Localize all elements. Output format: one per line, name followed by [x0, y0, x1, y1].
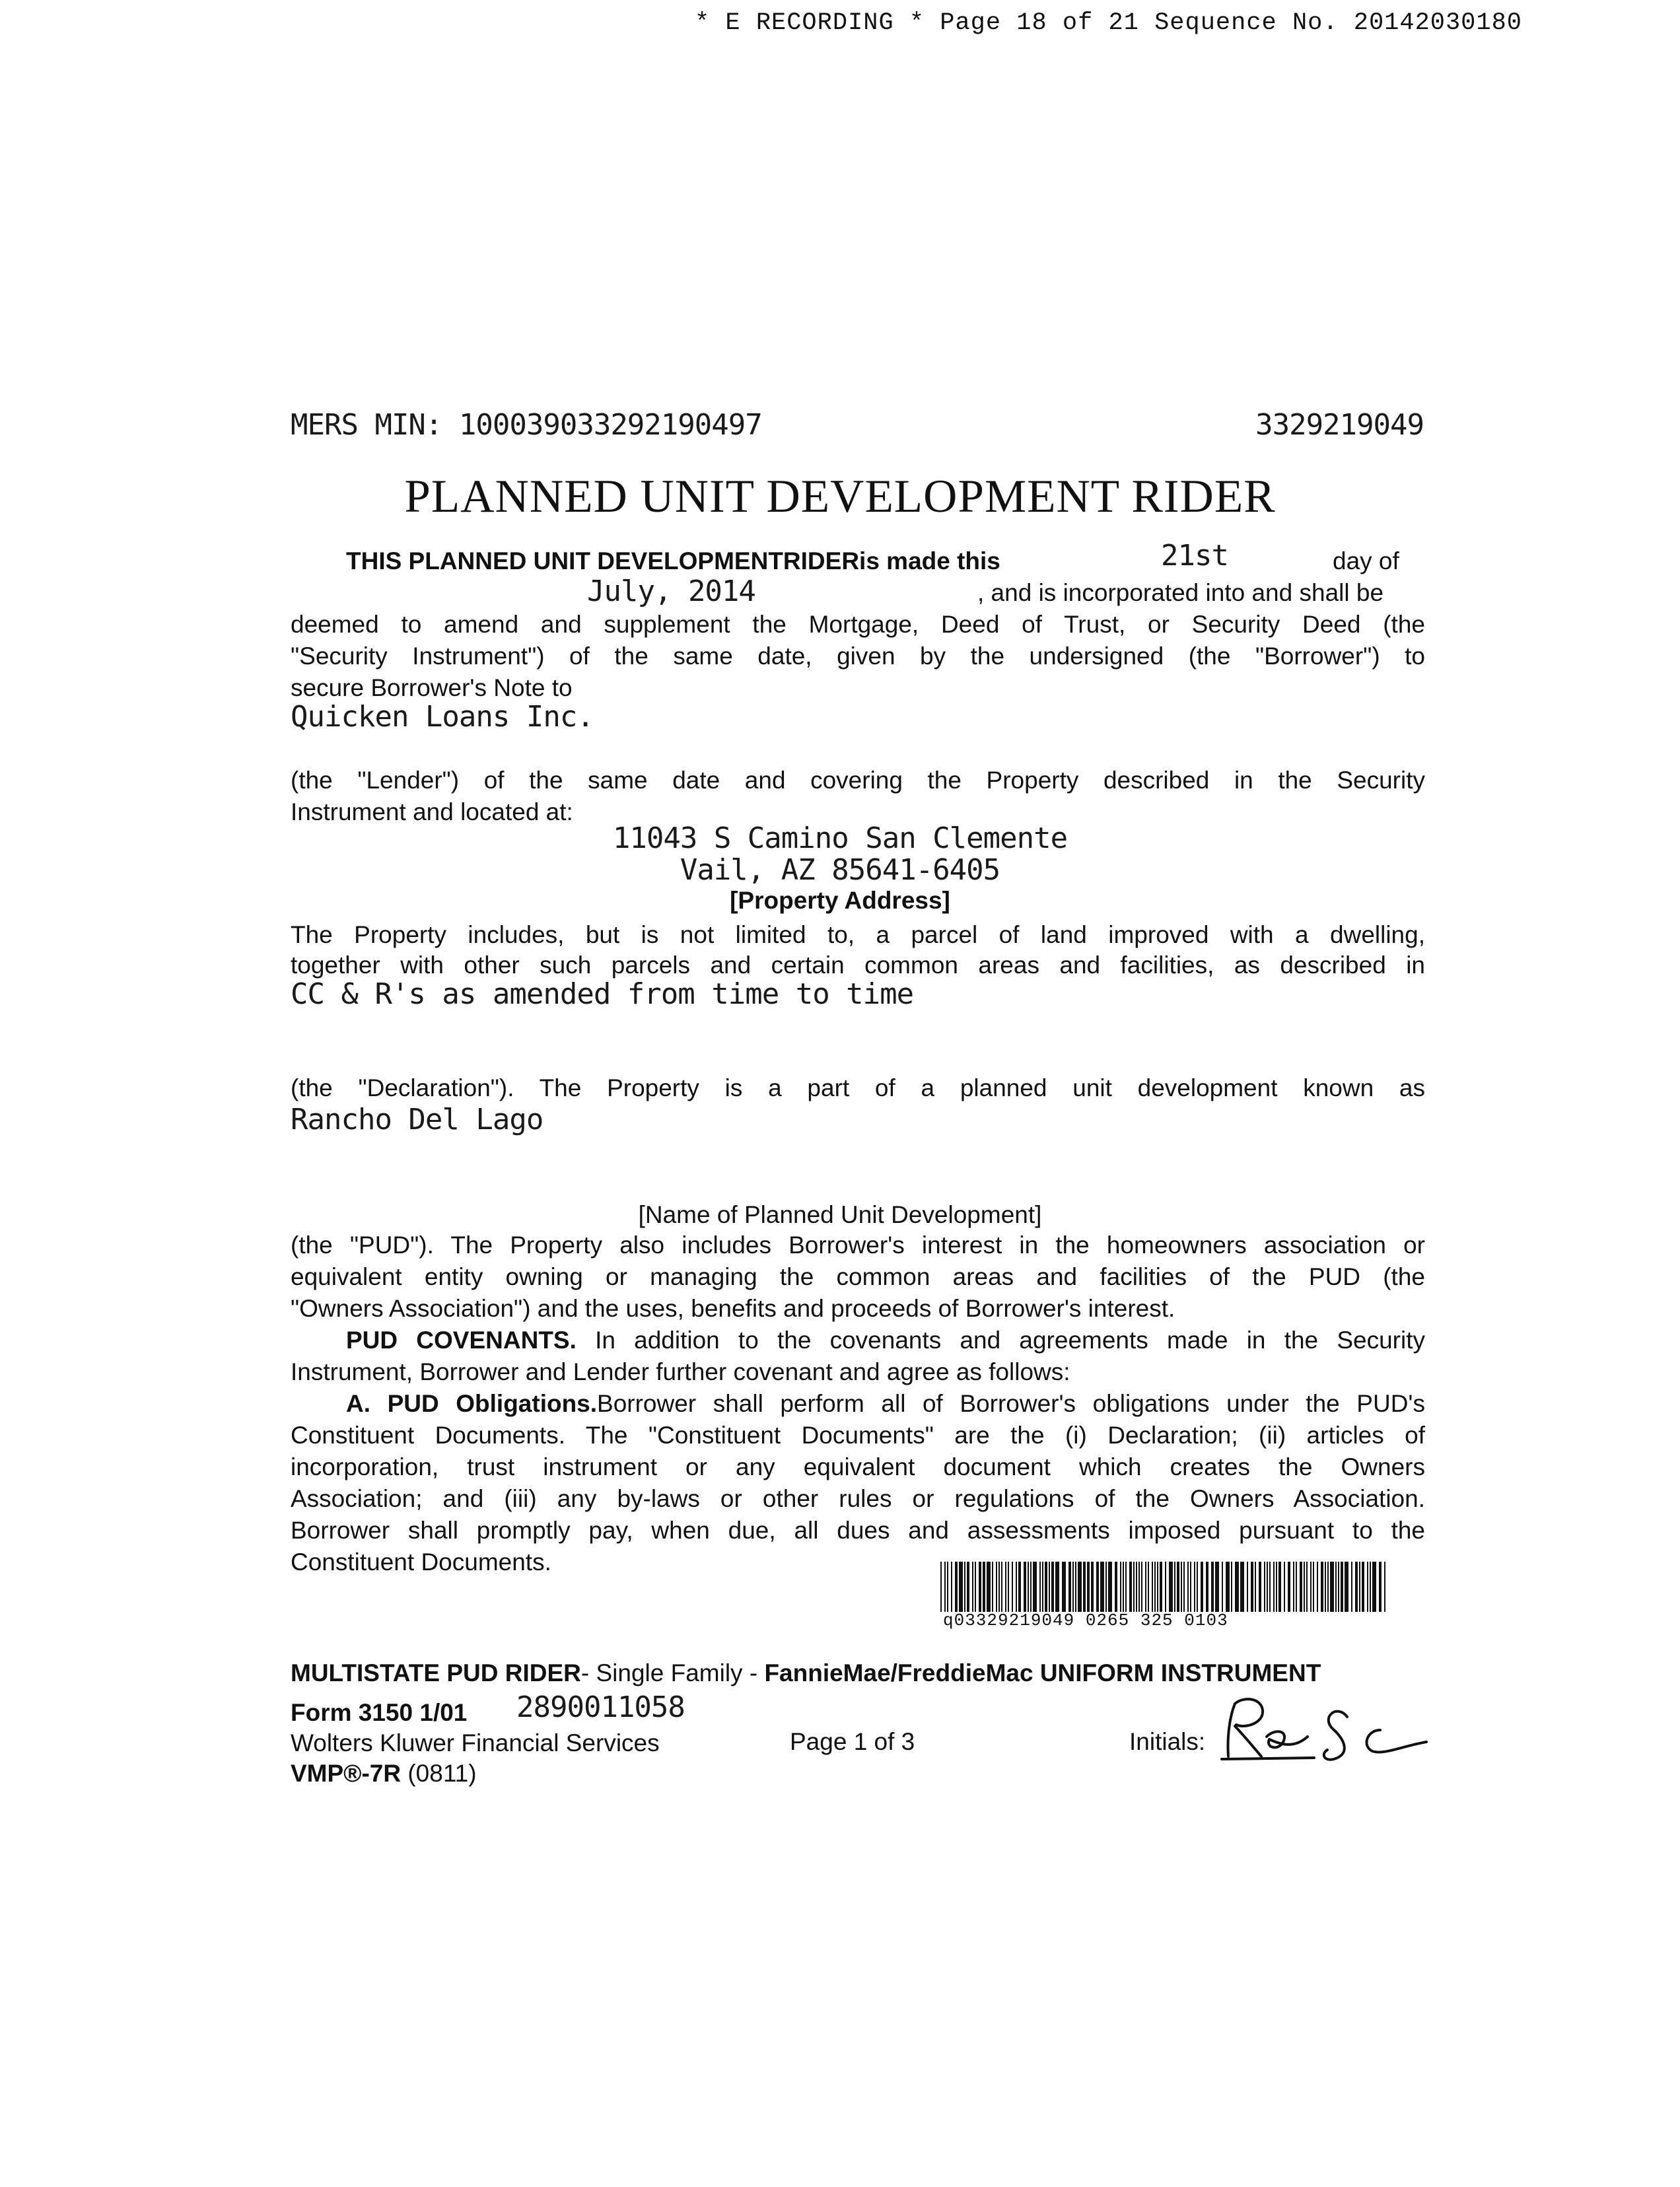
- barcode-bar: [1206, 1562, 1208, 1612]
- barcode-bar: [1327, 1562, 1329, 1612]
- pud-line-1: (the "PUD"). The Property also includes Borrower's interest in the homeowners association or: [291, 1232, 1425, 1259]
- barcode-bar: [1068, 1562, 1071, 1612]
- barcode-bar: [1338, 1562, 1339, 1612]
- barcode-bar: [1317, 1562, 1318, 1612]
- barcode-bar: [1251, 1562, 1253, 1612]
- barcode-bar: [1351, 1562, 1352, 1612]
- covenants-text: In addition to the covenants and agreements made in the Security: [576, 1327, 1425, 1354]
- barcode-bar: [1278, 1562, 1281, 1612]
- property-address-line1: 11043 S Camino San Clemente: [612, 821, 1068, 855]
- pud-line-2: equivalent entity owning or managing the common areas and facilities of the PUD (the: [291, 1263, 1425, 1290]
- barcode-bar: [1181, 1562, 1182, 1612]
- barcode-bar: [1194, 1562, 1195, 1612]
- barcode-bar: [987, 1562, 991, 1612]
- barcode-bar: [1091, 1562, 1094, 1612]
- barcode-bar: [1174, 1562, 1175, 1612]
- barcode-bar: [1115, 1562, 1117, 1612]
- declaration-line: (the "Declaration"). The Property is a part of a planned unit development known as: [291, 1074, 1425, 1101]
- barcode-bar: [1201, 1562, 1203, 1612]
- barcode-bar: [1359, 1562, 1360, 1612]
- barcode-bar: [967, 1562, 969, 1612]
- barcode-bar: [1222, 1562, 1223, 1612]
- barcode-bar: [1087, 1562, 1090, 1612]
- barcode-bar: [1284, 1562, 1285, 1612]
- footer-title-instrument: FannieMae/FreddieMac UNIFORM INSTRUMENT: [764, 1659, 1321, 1686]
- barcode-bar: [1165, 1562, 1166, 1612]
- barcode-bar: [1226, 1562, 1230, 1612]
- barcode-bar: [1313, 1562, 1314, 1612]
- barcode-bar: [1273, 1562, 1275, 1612]
- barcode-bar: [1293, 1562, 1294, 1612]
- mers-min: MERS MIN: 100039033292190497: [291, 408, 762, 442]
- barcode-bar: [1016, 1562, 1017, 1612]
- intro-line-3: deemed to amend and supplement the Mortgage, Deed of Trust, or Security Deed (the: [291, 611, 1425, 638]
- barcode-bar: [1141, 1562, 1142, 1612]
- barcode-bar: [1362, 1562, 1364, 1612]
- barcode-bar: [1197, 1562, 1198, 1612]
- barcode-text: q03329219049 0265 325 0103: [943, 1611, 1228, 1630]
- form-label: Form 3150 1/01: [291, 1699, 468, 1726]
- barcode-bar: [1325, 1562, 1326, 1612]
- barcode-bar: [955, 1562, 958, 1612]
- covenants-line-1: [346, 1325, 1425, 1356]
- section-a-line-6: Constituent Documents.: [291, 1548, 551, 1576]
- initials-signature: [1215, 1690, 1440, 1770]
- barcode-bar: [959, 1562, 963, 1612]
- intro-line-1: THIS PLANNED UNIT DEVELOPMENTRIDERis made this: [346, 547, 1000, 574]
- barcode-bar: [1235, 1562, 1239, 1612]
- barcode-bar: [983, 1562, 985, 1612]
- barcode-bar: [1355, 1562, 1358, 1612]
- barcode-bar: [1372, 1562, 1376, 1612]
- page-indicator: Page 1 of 3: [790, 1728, 915, 1755]
- barcode-bar: [1039, 1562, 1041, 1612]
- barcode-bar: [996, 1562, 997, 1612]
- vmp-code: [291, 1758, 477, 1789]
- barcode-bar: [944, 1562, 946, 1612]
- barcode-bar: [1078, 1562, 1082, 1612]
- initials-label: Initials:: [1129, 1728, 1206, 1755]
- month-year-value: July, 2014: [587, 574, 755, 608]
- barcode-bar: [972, 1562, 973, 1612]
- barcode-bar: [1083, 1562, 1086, 1612]
- section-a-line-2: Constituent Documents. The "Constituent Documents" are the (i) Declaration; (ii) articles of: [291, 1422, 1425, 1449]
- barcode-bar: [951, 1562, 952, 1612]
- barcode-bar: [998, 1562, 1000, 1612]
- barcode: [940, 1562, 1389, 1612]
- barcode-bar: [1108, 1562, 1112, 1612]
- barcode-bar: [1231, 1562, 1232, 1612]
- barcode-bar: [1005, 1562, 1006, 1612]
- barcode-bar: [1125, 1562, 1127, 1612]
- barcode-bar: [1330, 1562, 1334, 1612]
- lender-line-1: (the "Lender") of the same date and covering the Property described in the Security: [291, 767, 1425, 794]
- barcode-bar: [1321, 1562, 1323, 1612]
- barcode-bar: [1028, 1562, 1029, 1612]
- barcode-bar: [964, 1562, 965, 1612]
- barcode-bar: [1148, 1562, 1149, 1612]
- barcode-bar: [1300, 1562, 1302, 1612]
- barcode-bar: [1384, 1562, 1385, 1612]
- barcode-bar: [1138, 1562, 1140, 1612]
- barcode-bar: [1187, 1562, 1189, 1612]
- barcode-bar: [1012, 1562, 1013, 1612]
- loan-number: 3329219049: [1255, 408, 1424, 442]
- barcode-bar: [1045, 1562, 1047, 1612]
- barcode-bar: [1335, 1562, 1337, 1612]
- vmp-label: VMP®-7R: [291, 1760, 402, 1787]
- publisher: Wolters Kluwer Financial Services: [291, 1729, 660, 1756]
- barcode-bar: [1288, 1562, 1290, 1612]
- barcode-bar: [1100, 1562, 1104, 1612]
- section-a-text: Borrower shall perform all of Borrower's obligations under the PUD's: [597, 1390, 1425, 1417]
- footer-title-main: MULTISTATE PUD RIDER: [291, 1659, 581, 1686]
- barcode-bar: [1008, 1562, 1009, 1612]
- intro-line-2: , and is incorporated into and shall be: [977, 579, 1384, 606]
- barcode-bar: [1169, 1562, 1173, 1612]
- barcode-bar: [1211, 1562, 1214, 1612]
- barcode-bar: [1062, 1562, 1066, 1612]
- barcode-bar: [1267, 1562, 1268, 1612]
- declaration-document: CC & R's as amended from time to time: [291, 977, 914, 1011]
- recording-header: * E RECORDING * Page 18 of 21 Sequence No. 20142030180: [695, 9, 1522, 37]
- barcode-bar: [1096, 1562, 1099, 1612]
- lender-line-2: Instrument and located at:: [291, 798, 573, 825]
- lender-name: Quicken Loans Inc.: [291, 700, 594, 734]
- barcode-bar: [940, 1562, 942, 1612]
- barcode-bar: [1123, 1562, 1124, 1612]
- intro-day-of: day of: [1333, 547, 1399, 574]
- barcode-bar: [1072, 1562, 1074, 1612]
- barcode-bar: [1259, 1562, 1261, 1612]
- barcode-bar: [1055, 1562, 1059, 1612]
- barcode-bar: [1379, 1562, 1382, 1612]
- barcode-bar: [1345, 1562, 1348, 1612]
- barcode-bar: [1215, 1562, 1219, 1612]
- barcode-bar: [975, 1562, 976, 1612]
- section-a-line-4: Association; and (iii) any by-laws or other rules or regulations of the Owners Association.: [291, 1485, 1425, 1512]
- barcode-bar: [1183, 1562, 1185, 1612]
- barcode-bar: [1276, 1562, 1277, 1612]
- barcode-bar: [1157, 1562, 1158, 1612]
- property-line-1: The Property includes, but is not limited to, a parcel of land improved with a dwelling,: [291, 921, 1425, 948]
- intro-line-5: secure Borrower's Note to: [291, 674, 573, 701]
- section-a-line-3: incorporation, trust instrument or any equivalent document which creates the Owners: [291, 1453, 1425, 1480]
- intro-line-4: "Security Instrument") of the same date, given by the undersigned (the "Borrower") to: [291, 642, 1425, 670]
- form-code: 2890011058: [516, 1690, 685, 1724]
- barcode-bar: [1075, 1562, 1076, 1612]
- barcode-bar: [1001, 1562, 1002, 1612]
- barcode-bar: [1154, 1562, 1156, 1612]
- barcode-bar: [1367, 1562, 1368, 1612]
- document-title: PLANNED UNIT DEVELOPMENT RIDER: [404, 471, 1276, 522]
- section-a-heading: A. PUD Obligations.: [346, 1390, 598, 1417]
- barcode-bar: [1240, 1562, 1244, 1612]
- section-a-line-1: [346, 1388, 1425, 1420]
- barcode-bar: [1033, 1562, 1037, 1612]
- covenants-line-2: Instrument, Borrower and Lender further covenant and agree as follows:: [291, 1358, 1070, 1385]
- pud-line-3: "Owners Association") and the uses, benefits and proceeds of Borrower's interest.: [291, 1295, 1175, 1322]
- day-value: 21st: [1161, 539, 1228, 573]
- property-address-label: [Property Address]: [730, 887, 950, 914]
- barcode-bar: [1255, 1562, 1256, 1612]
- covenants-heading: PUD COVENANTS.: [346, 1327, 577, 1354]
- barcode-bar: [992, 1562, 993, 1612]
- barcode-bar: [1120, 1562, 1121, 1612]
- barcode-bar: [1145, 1562, 1146, 1612]
- barcode-bar: [1105, 1562, 1107, 1612]
- barcode-bar: [1160, 1562, 1162, 1612]
- vmp-revision: (0811): [401, 1760, 477, 1787]
- barcode-bar: [1177, 1562, 1179, 1612]
- barcode-bar: [1304, 1562, 1305, 1612]
- barcode-bar: [979, 1562, 981, 1612]
- barcode-bar: [1042, 1562, 1043, 1612]
- pud-name-label: [Name of Planned Unit Development]: [638, 1201, 1042, 1228]
- barcode-bar: [1264, 1562, 1265, 1612]
- barcode-bar: [947, 1562, 948, 1612]
- footer-title-mid: - Single Family -: [580, 1659, 765, 1686]
- barcode-bar: [1306, 1562, 1308, 1612]
- barcode-bar: [1129, 1562, 1132, 1612]
- property-address-line2: Vail, AZ 85641-6405: [680, 853, 1000, 887]
- barcode-bar: [1341, 1562, 1343, 1612]
- barcode-bar: [1024, 1562, 1026, 1612]
- barcode-bar: [1136, 1562, 1137, 1612]
- footer-title: [291, 1657, 1321, 1689]
- barcode-bar: [1296, 1562, 1297, 1612]
- barcode-bar: [1247, 1562, 1248, 1612]
- property-line-2: together with other such parcels and certain common areas and facilities, as described in: [291, 952, 1425, 979]
- barcode-bar: [1018, 1562, 1021, 1612]
- barcode-bar: [1049, 1562, 1050, 1612]
- barcode-bar: [1030, 1562, 1032, 1612]
- pud-name: Rancho Del Lago: [291, 1103, 543, 1136]
- barcode-bar: [1133, 1562, 1135, 1612]
- barcode-bar: [1152, 1562, 1153, 1612]
- barcode-bar: [1370, 1562, 1371, 1612]
- barcode-bar: [1051, 1562, 1054, 1612]
- barcode-bar: [1310, 1562, 1312, 1612]
- barcode-bar: [1269, 1562, 1271, 1612]
- barcode-bar: [1190, 1562, 1191, 1612]
- section-a-line-5: Borrower shall promptly pay, when due, all dues and assessments imposed pursuant to the: [291, 1517, 1425, 1544]
